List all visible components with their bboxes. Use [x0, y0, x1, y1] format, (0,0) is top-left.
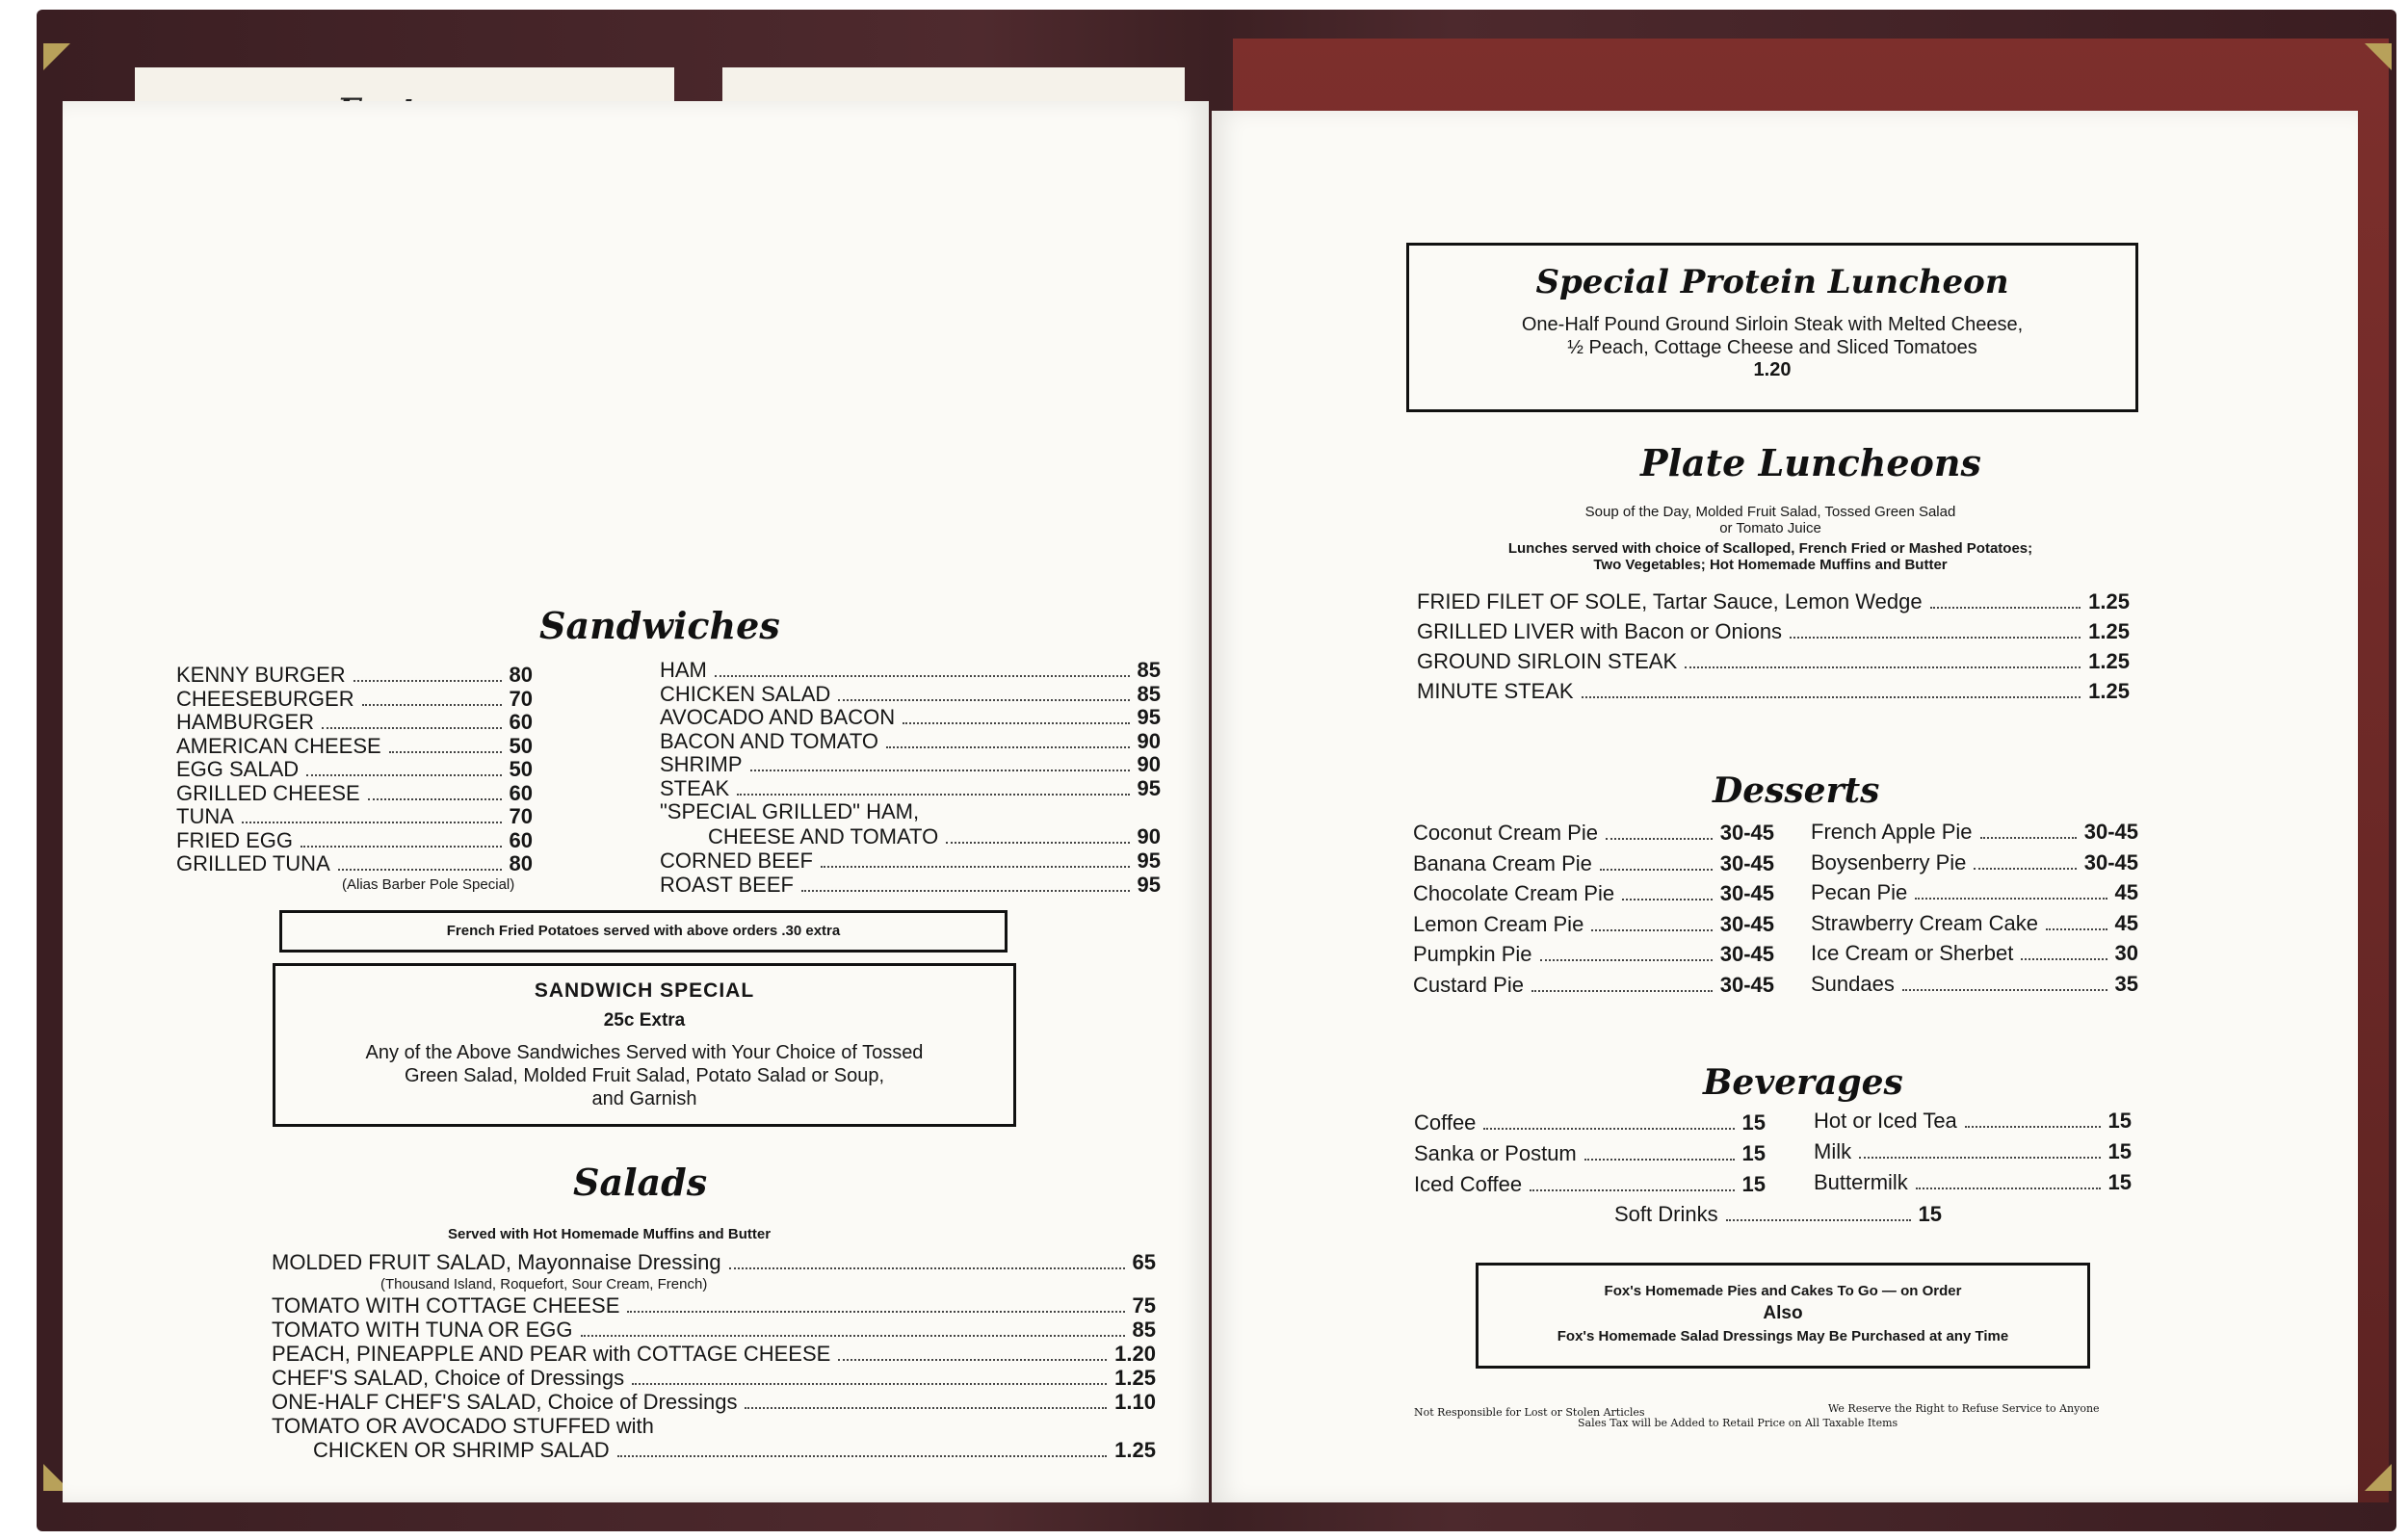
- fox-homemade-box: Fox's Homemade Pies and Cakes To Go — on Order Also Fox's Homemade Salad Dressings May Be Purchased at any Time: [1476, 1263, 2090, 1369]
- sandwich-item: [176, 687, 533, 712]
- plate-luncheon-item-name: FRIED FILET OF SOLE, Tartar Sauce, Lemon Wedge: [1417, 589, 1923, 613]
- salad-item: MOLDED FRUIT SALAD, Mayonnaise Dressing 65: [272, 1250, 1156, 1274]
- sandwich-special-box: [273, 963, 1016, 1127]
- beverage-item-price: 15: [2107, 1139, 2132, 1163]
- dessert-item-price: 30-45: [1719, 881, 1774, 905]
- dot-leader: [1916, 1188, 2101, 1189]
- sandwich-item: [176, 663, 533, 688]
- dessert-item-name: French Apple Pie: [1811, 820, 1973, 844]
- sandwich-item: [660, 873, 1161, 898]
- dessert-item-name: Chocolate Cream Pie: [1413, 881, 1615, 905]
- salad-item: [272, 1293, 1156, 1318]
- dessert-item-name: Strawberry Cream Cake: [1811, 910, 2038, 935]
- beverage-item-name: Coffee: [1414, 1110, 1477, 1135]
- salad-item-name: ONE-HALF CHEF'S SALAD, Choice of Dressings: [272, 1390, 738, 1414]
- salad-item-price: 85: [1132, 1318, 1156, 1342]
- dot-leader: [750, 770, 1130, 771]
- special-grilled-item: CHEESE AND TOMATO 90: [708, 824, 1161, 848]
- sandwich-item-name: HAM: [660, 658, 707, 682]
- dessert-item-price: 30-45: [1719, 850, 1774, 875]
- sandwich-item: [176, 710, 533, 735]
- dot-leader: [1483, 1128, 1734, 1130]
- fries-note-box: [279, 910, 1008, 953]
- dot-leader: [745, 1407, 1107, 1409]
- corner-clip-top-left: [43, 43, 70, 70]
- dot-leader: [903, 722, 1129, 724]
- sandwich-item-name: HAMBURGER: [176, 710, 315, 734]
- sandwich-item-price: 95: [1137, 705, 1161, 729]
- dessert-item: [1413, 881, 1774, 906]
- salad-item-name: TOMATO WITH COTTAGE CHEESE: [272, 1293, 620, 1318]
- dot-leader: [1530, 1189, 1734, 1191]
- plate-luncheon-item-price: 1.25: [2088, 619, 2130, 643]
- corner-clip-bottom-right: [2365, 1464, 2392, 1491]
- sandwich-item: [660, 752, 1161, 777]
- sandwich-item-name: BACON AND TOMATO: [660, 728, 878, 753]
- sandwich-item: [660, 776, 1161, 801]
- salads-subtitle: Served with Hot Homemade Muffins and Butter: [448, 1226, 772, 1242]
- dot-leader: [715, 675, 1130, 677]
- dot-leader: [1540, 959, 1713, 961]
- plate-luncheon-item: [1417, 679, 2130, 704]
- dessert-item-price: 30-45: [1719, 911, 1774, 936]
- dot-leader: [322, 727, 502, 729]
- dot-leader: [1582, 696, 2081, 698]
- beverages-heading: Beverages: [1703, 1062, 1903, 1103]
- beverage-item: [1414, 1172, 1766, 1197]
- beverage-item: [1414, 1110, 1766, 1135]
- dot-leader: [306, 774, 501, 776]
- beverage-item: [1814, 1109, 2132, 1134]
- plate-luncheon-item-price: 1.25: [2088, 589, 2130, 613]
- salad-item-price: 75: [1132, 1293, 1156, 1318]
- dot-leader: [1915, 898, 2107, 900]
- sandwich-item: [660, 682, 1161, 707]
- protein-luncheon-desc: One-Half Pound Ground Sirloin Steak with Melted Cheese, ½ Peach, Cottage Cheese and Sliced Tomatoes: [1521, 314, 2024, 358]
- salad-item-price: 1.20: [1114, 1342, 1156, 1366]
- sandwich-item-price: 85: [1137, 658, 1161, 682]
- dessert-item: [1811, 941, 2138, 966]
- sandwich-item-price: 90: [1137, 752, 1161, 776]
- beverage-item-price: 15: [2107, 1109, 2132, 1133]
- salad-item-price: 1.10: [1114, 1390, 1156, 1414]
- sandwich-item-price: 50: [509, 733, 533, 758]
- dot-leader: [838, 1359, 1107, 1361]
- dessert-item-price: 30-45: [1719, 972, 1774, 997]
- soft-drinks-item: Soft Drinks 15: [1614, 1202, 1942, 1226]
- dot-leader: [1531, 990, 1713, 992]
- dot-leader: [368, 798, 502, 800]
- plate-luncheon-item-price: 1.25: [2088, 679, 2130, 703]
- dot-leader: [1980, 837, 2077, 839]
- sandwich-item: [660, 705, 1161, 730]
- beverage-item-name: Buttermilk: [1814, 1170, 1908, 1194]
- sandwich-item: [176, 828, 533, 853]
- dot-leader: [1606, 838, 1713, 840]
- sandwich-special-price: 25c Extra: [603, 1010, 686, 1031]
- dot-leader: [2021, 958, 2107, 960]
- dessert-item-name: Coconut Cream Pie: [1413, 821, 1598, 845]
- dot-leader: [1902, 989, 2107, 991]
- plate-luncheon-item-price: 1.25: [2088, 649, 2130, 673]
- sandwich-item-name: FRIED EGG: [176, 827, 294, 852]
- dot-leader: [1790, 637, 2081, 639]
- dot-leader: [737, 794, 1129, 796]
- dessert-item-name: Lemon Cream Pie: [1413, 911, 1584, 936]
- sandwich-item: [176, 804, 533, 829]
- salad-item: [272, 1366, 1156, 1391]
- dot-leader: [838, 699, 1129, 701]
- plate-luncheon-item: [1417, 619, 2130, 644]
- dessert-item: [1811, 820, 2138, 845]
- dessert-item-price: 45: [2114, 880, 2138, 904]
- dessert-item-name: Custard Pie: [1413, 972, 1524, 997]
- beverage-item-price: 15: [1741, 1141, 1766, 1165]
- dot-leader: [1965, 1126, 2101, 1128]
- plate-luncheon-item-name: MINUTE STEAK: [1417, 679, 1574, 703]
- protein-luncheon-title: Special Protein Luncheon: [1535, 263, 2009, 301]
- dot-leader: [353, 680, 502, 682]
- sandwich-item-price: 80: [509, 851, 533, 875]
- sandwich-item-price: 70: [509, 804, 533, 828]
- sandwich-item-price: 60: [509, 710, 533, 734]
- salad-item: [272, 1390, 1156, 1415]
- dessert-item-name: Ice Cream or Sherbet: [1811, 941, 2014, 965]
- sandwich-item-price: 95: [1137, 848, 1161, 873]
- dessert-item-name: Pecan Pie: [1811, 880, 1908, 904]
- dessert-item-name: Sundaes: [1811, 971, 1895, 996]
- beverage-item: [1414, 1141, 1766, 1166]
- sandwich-item-name: CORNED BEEF: [660, 848, 813, 873]
- dot-leader: [1859, 1157, 2100, 1159]
- sandwich-item-price: 90: [1137, 728, 1161, 753]
- dot-leader: [1930, 607, 2081, 609]
- dessert-item-price: 30-45: [1719, 821, 1774, 845]
- dessert-item: [1811, 972, 2138, 997]
- sandwich-item-name: SHRIMP: [660, 752, 743, 776]
- plate-luncheon-item: [1417, 589, 2130, 614]
- sandwich-item-name: AVOCADO AND BACON: [660, 705, 896, 729]
- sandwich-item: [660, 658, 1161, 683]
- salad-item-price: 1.25: [1114, 1366, 1156, 1390]
- sandwich-item-name: ROAST BEEF: [660, 872, 794, 897]
- sandwich-item: [176, 734, 533, 759]
- sandwich-item-price: 80: [509, 663, 533, 687]
- sandwich-item-name: CHICKEN SALAD: [660, 681, 831, 706]
- beverage-item-name: Hot or Iced Tea: [1814, 1109, 1957, 1133]
- alias-note: (Alias Barber Pole Special): [342, 876, 515, 893]
- salad-item-name: TOMATO WITH TUNA OR EGG: [272, 1318, 573, 1342]
- dot-leader: [242, 822, 502, 823]
- sandwich-item-name: KENNY BURGER: [176, 663, 346, 687]
- plate-luncheon-item: [1417, 649, 2130, 674]
- plate-luncheon-item-name: GROUND SIRLOIN STEAK: [1417, 649, 1678, 673]
- dessert-item-price: 35: [2114, 971, 2138, 996]
- right-page: [1212, 111, 2358, 1502]
- dessert-item-price: 30-45: [1719, 942, 1774, 966]
- beverage-item-price: 15: [2107, 1170, 2132, 1194]
- sandwich-special-desc: Any of the Above Sandwiches Served with Your Choice of Tossed Green Salad, Molded Fruit Salad, Potato Salad or Soup, and Garnish: [365, 1042, 924, 1109]
- dot-leader: [1974, 868, 2076, 870]
- footer-left: Not Responsible for Lost or Stolen Articles: [1414, 1406, 1645, 1419]
- dot-leader: [1685, 666, 2081, 668]
- beverage-item-price: 15: [1741, 1110, 1766, 1135]
- dot-leader: [362, 704, 502, 706]
- dot-leader: [627, 1311, 1124, 1313]
- sandwich-item: [660, 729, 1161, 754]
- corner-clip-top-right: [2365, 43, 2392, 70]
- plate-luncheons-heading: Plate Luncheons: [1640, 441, 1981, 484]
- beverage-item-name: Milk: [1814, 1139, 1852, 1163]
- plate-luncheon-item-name: GRILLED LIVER with Bacon or Onions: [1417, 619, 1783, 643]
- protein-luncheon-box: [1406, 243, 2138, 412]
- dessert-item-name: Pumpkin Pie: [1413, 942, 1532, 966]
- dessert-item: [1811, 880, 2138, 905]
- dessert-item: [1413, 973, 1774, 998]
- dot-leader: [801, 890, 1130, 892]
- sandwich-item-price: 85: [1137, 681, 1161, 706]
- dot-leader: [301, 846, 502, 848]
- dessert-item: [1413, 821, 1774, 846]
- dessert-item: [1811, 850, 2138, 875]
- fries-note: French Fried Potatoes served with above orders .30 extra: [446, 923, 841, 939]
- beverage-item-price: 15: [1741, 1172, 1766, 1196]
- dessert-item: [1413, 912, 1774, 937]
- dot-leader: [1600, 869, 1713, 871]
- stuffed-item: CHICKEN OR SHRIMP SALAD 1.25: [313, 1438, 1156, 1462]
- dot-leader: [581, 1335, 1125, 1337]
- dot-leader: [632, 1383, 1107, 1385]
- dessert-item-price: 45: [2114, 910, 2138, 935]
- stuffed-line1: TOMATO OR AVOCADO STUFFED with: [272, 1414, 654, 1438]
- beverage-item-name: Sanka or Postum: [1414, 1141, 1577, 1165]
- footer-center: Sales Tax will be Added to Retail Price on All Taxable Items: [1578, 1417, 1898, 1429]
- special-grilled-line1: "SPECIAL GRILLED" HAM,: [660, 799, 920, 823]
- footer-right: We Reserve the Right to Refuse Service to Anyone: [1828, 1402, 2100, 1415]
- dessert-item: [1413, 942, 1774, 967]
- dot-leader: [1622, 899, 1713, 901]
- beverage-item: [1814, 1170, 2132, 1195]
- dressing-note: (Thousand Island, Roquefort, Sour Cream, French): [380, 1276, 708, 1292]
- dot-leader: [338, 869, 502, 871]
- salad-item-name: PEACH, PINEAPPLE AND PEAR with COTTAGE CHEESE: [272, 1342, 831, 1366]
- sandwich-item-price: 70: [509, 686, 533, 711]
- salad-item: [272, 1342, 1156, 1367]
- desserts-heading: Desserts: [1713, 770, 1880, 811]
- sandwich-item: [176, 851, 533, 876]
- sandwich-item-name: GRILLED TUNA: [176, 851, 330, 875]
- protein-luncheon-price: 1.20: [1753, 359, 1792, 380]
- sandwich-item-name: CHEESEBURGER: [176, 686, 354, 711]
- sandwich-item: [660, 848, 1161, 874]
- sandwich-item: [176, 781, 533, 806]
- salad-item-name: CHEF'S SALAD, Choice of Dressings: [272, 1366, 625, 1390]
- dot-leader: [1591, 929, 1712, 931]
- sandwich-item-name: AMERICAN CHEESE: [176, 733, 381, 758]
- sandwich-item-price: 60: [509, 780, 533, 805]
- sandwich-item-name: GRILLED CHEESE: [176, 780, 360, 805]
- sandwich-item-price: 50: [509, 757, 533, 781]
- sandwich-special-title: SANDWICH SPECIAL: [534, 979, 755, 1002]
- sandwiches-heading: Sandwiches: [539, 604, 780, 647]
- sandwich-item-price: 60: [509, 827, 533, 852]
- beverage-item: [1814, 1139, 2132, 1164]
- sandwich-item: [176, 757, 533, 782]
- salad-item: [272, 1318, 1156, 1343]
- dot-leader: [886, 746, 1130, 748]
- dessert-item: [1413, 851, 1774, 876]
- dot-leader: [389, 751, 502, 753]
- sandwich-item-name: TUNA: [176, 804, 234, 828]
- sandwich-item-name: STEAK: [660, 775, 730, 800]
- dessert-item: [1811, 911, 2138, 936]
- dot-leader: [821, 866, 1130, 868]
- dessert-item-price: 30-45: [2083, 820, 2138, 844]
- beverage-item-name: Iced Coffee: [1414, 1172, 1523, 1196]
- sandwich-item-price: 95: [1137, 872, 1161, 897]
- sandwich-item-price: 95: [1137, 775, 1161, 800]
- dessert-item-name: Banana Cream Pie: [1413, 850, 1592, 875]
- salads-heading: Salads: [573, 1161, 708, 1204]
- dessert-item-name: Boysenberry Pie: [1811, 849, 1967, 874]
- dot-leader: [2046, 928, 2107, 930]
- left-page: [63, 101, 1209, 1502]
- dessert-item-price: 30: [2114, 941, 2138, 965]
- sandwich-item-name: EGG SALAD: [176, 757, 300, 781]
- plate-luncheons-subtitle: Soup of the Day, Molded Fruit Salad, Tossed Green Salad or Tomato Juice Lunches served with choice of Scalloped, French Fried or Mashed Potatoes; Two Vegetables; Hot Homemade Muffins and Butter: [1507, 504, 2033, 573]
- dot-leader: [1584, 1159, 1735, 1161]
- dessert-item-price: 30-45: [2083, 849, 2138, 874]
